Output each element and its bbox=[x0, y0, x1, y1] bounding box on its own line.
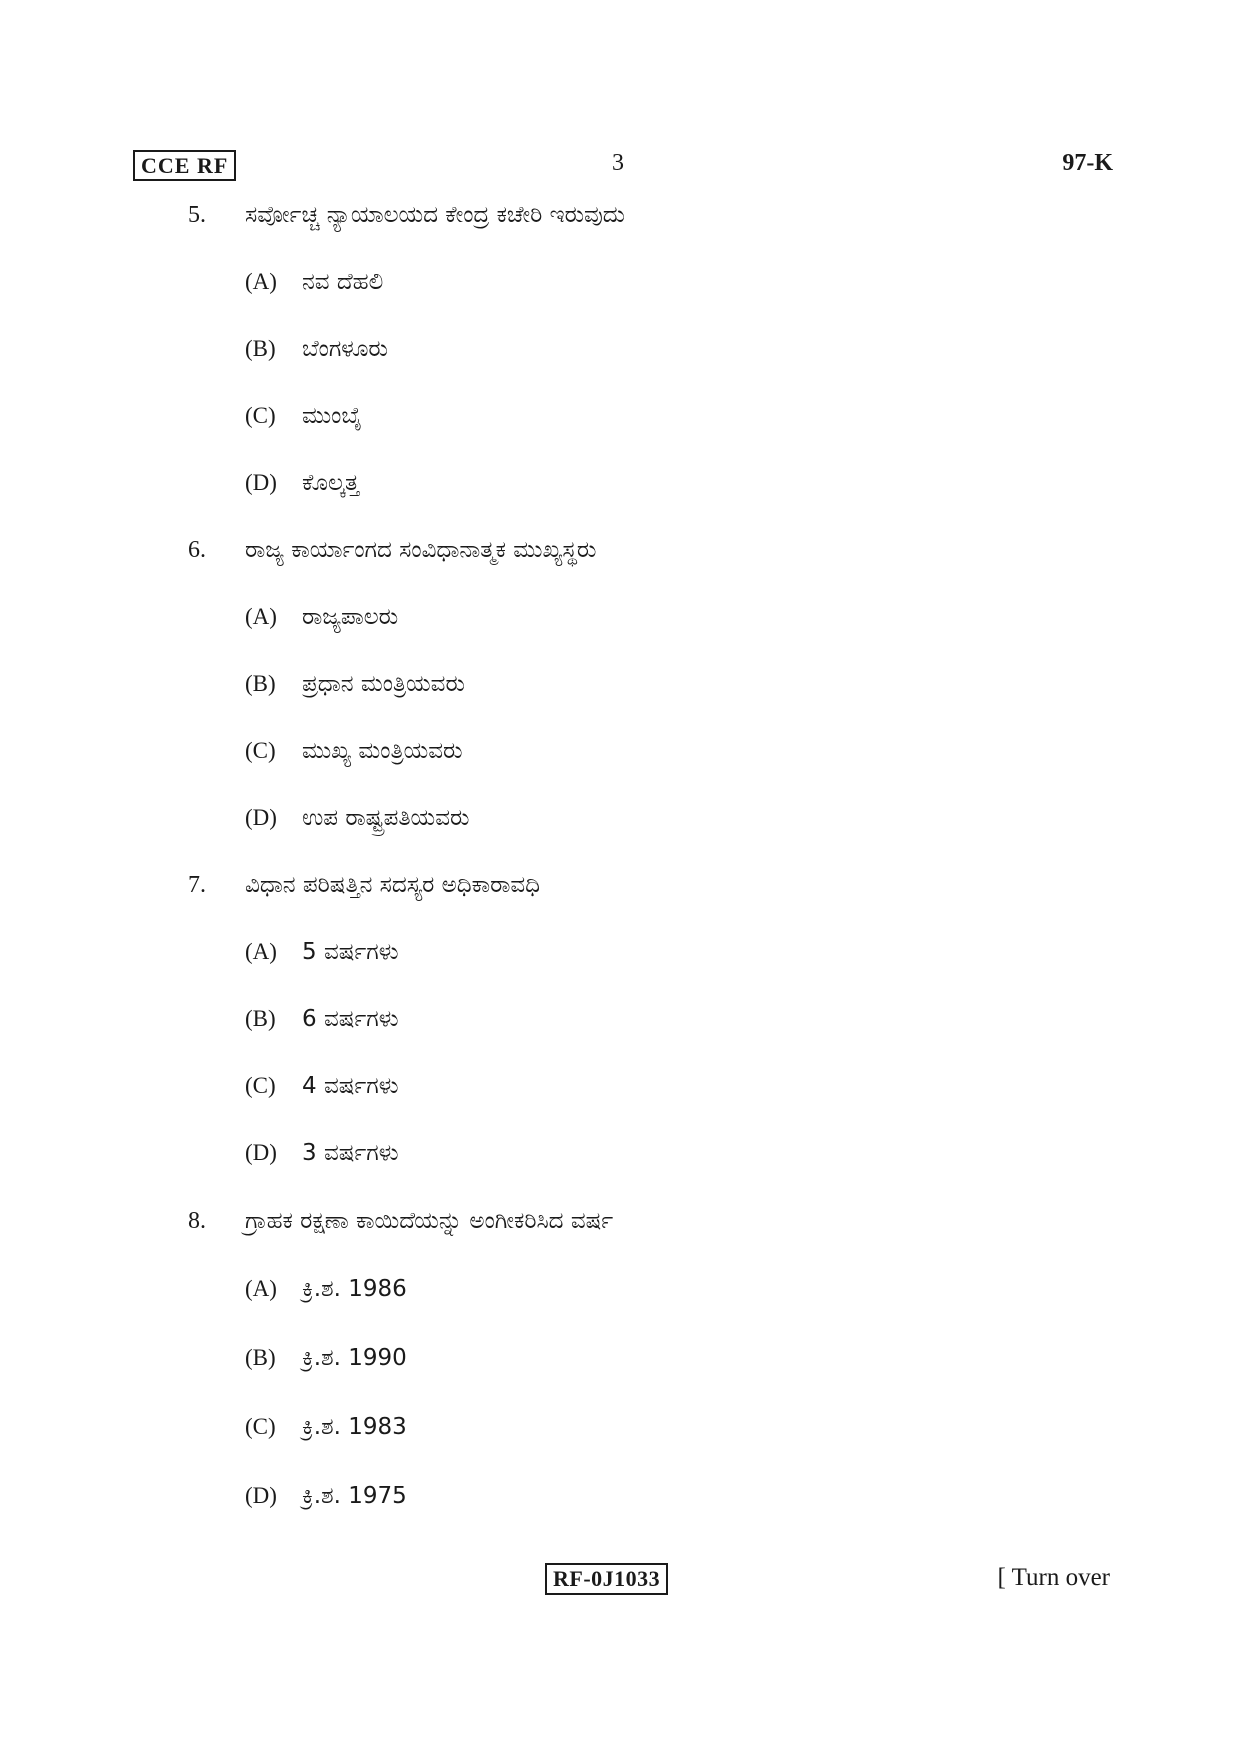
option-text: ಬೆಂಗಳೂರು bbox=[302, 336, 388, 362]
option-text: 3 ವರ್ಷಗಳು bbox=[302, 1140, 399, 1166]
question-text: ಗ್ರಾಹಕ ರಕ್ಷಣಾ ಕಾಯಿದೆಯನ್ನು ಅಂಗೀಕರಿಸಿದ ವರ್ಷ bbox=[245, 1208, 614, 1234]
question-number: 8. bbox=[188, 1208, 206, 1234]
option-text: ಕ್ರಿ.ಶ. 1983 bbox=[302, 1414, 407, 1440]
question-number: 6. bbox=[188, 537, 206, 563]
question-text: ವಿಧಾನ ಪರಿಷತ್ತಿನ ಸದಸ್ಯರ ಅಧಿಕಾರಾವಧಿ bbox=[245, 872, 541, 898]
option-label: (A) bbox=[245, 604, 277, 629]
option-text: ರಾಜ್ಯಪಾಲರು bbox=[302, 604, 399, 630]
paper-code: 97-K bbox=[1062, 150, 1113, 176]
option-text: ಕ್ರಿ.ಶ. 1986 bbox=[302, 1276, 407, 1302]
option-text: 4 ವರ್ಷಗಳು bbox=[302, 1073, 399, 1099]
option-label: (C) bbox=[245, 1414, 276, 1439]
option-label: (D) bbox=[245, 470, 277, 495]
option-text: ಉಪ ರಾಷ್ಟ್ರಪತಿಯವರು bbox=[302, 805, 470, 831]
option-label: (A) bbox=[245, 939, 277, 964]
option-label: (C) bbox=[245, 738, 276, 763]
turn-over-note: [ Turn over bbox=[997, 1564, 1110, 1591]
question-number: 5. bbox=[188, 202, 206, 228]
option-label: (D) bbox=[245, 1140, 277, 1165]
exam-code-box: CCE RF bbox=[133, 150, 236, 181]
option-label: (D) bbox=[245, 805, 277, 830]
question-text: ರಾಜ್ಯ ಕಾರ್ಯಾಂಗದ ಸಂವಿಧಾನಾತ್ಮಕ ಮುಖ್ಯಸ್ಥರು bbox=[245, 537, 597, 563]
option-text: 6 ವರ್ಷಗಳು bbox=[302, 1006, 399, 1032]
option-label: (A) bbox=[245, 269, 277, 294]
option-label: (D) bbox=[245, 1483, 277, 1508]
option-text: ಕೊಲ್ಕತ್ತ bbox=[302, 470, 360, 496]
option-text: ನವ ದೆಹಲಿ bbox=[302, 269, 384, 295]
option-label: (C) bbox=[245, 1073, 276, 1098]
option-text: 5 ವರ್ಷಗಳು bbox=[302, 939, 399, 965]
option-label: (B) bbox=[245, 1006, 276, 1031]
footer-code-box: RF-0J1033 bbox=[545, 1563, 668, 1595]
option-text: ಪ್ರಧಾನ ಮಂತ್ರಿಯವರು bbox=[302, 671, 465, 697]
option-text: ಮುಖ್ಯ ಮಂತ್ರಿಯವರು bbox=[302, 738, 463, 764]
option-label: (C) bbox=[245, 403, 276, 428]
option-label: (B) bbox=[245, 671, 276, 696]
question-text: ಸರ್ವೋಚ್ಚ ನ್ಯಾಯಾಲಯದ ಕೇಂದ್ರ ಕಚೇರಿ ಇರುವುದು bbox=[245, 202, 625, 228]
option-label: (B) bbox=[245, 1345, 276, 1370]
option-label: (B) bbox=[245, 336, 276, 361]
option-text: ಕ್ರಿ.ಶ. 1975 bbox=[302, 1483, 407, 1509]
page-header bbox=[133, 148, 1113, 184]
option-text: ಮುಂಬೈ bbox=[302, 403, 362, 429]
option-text: ಕ್ರಿ.ಶ. 1990 bbox=[302, 1345, 407, 1371]
question-number: 7. bbox=[188, 872, 206, 898]
option-label: (A) bbox=[245, 1276, 277, 1301]
page-number: 3 bbox=[612, 150, 624, 176]
